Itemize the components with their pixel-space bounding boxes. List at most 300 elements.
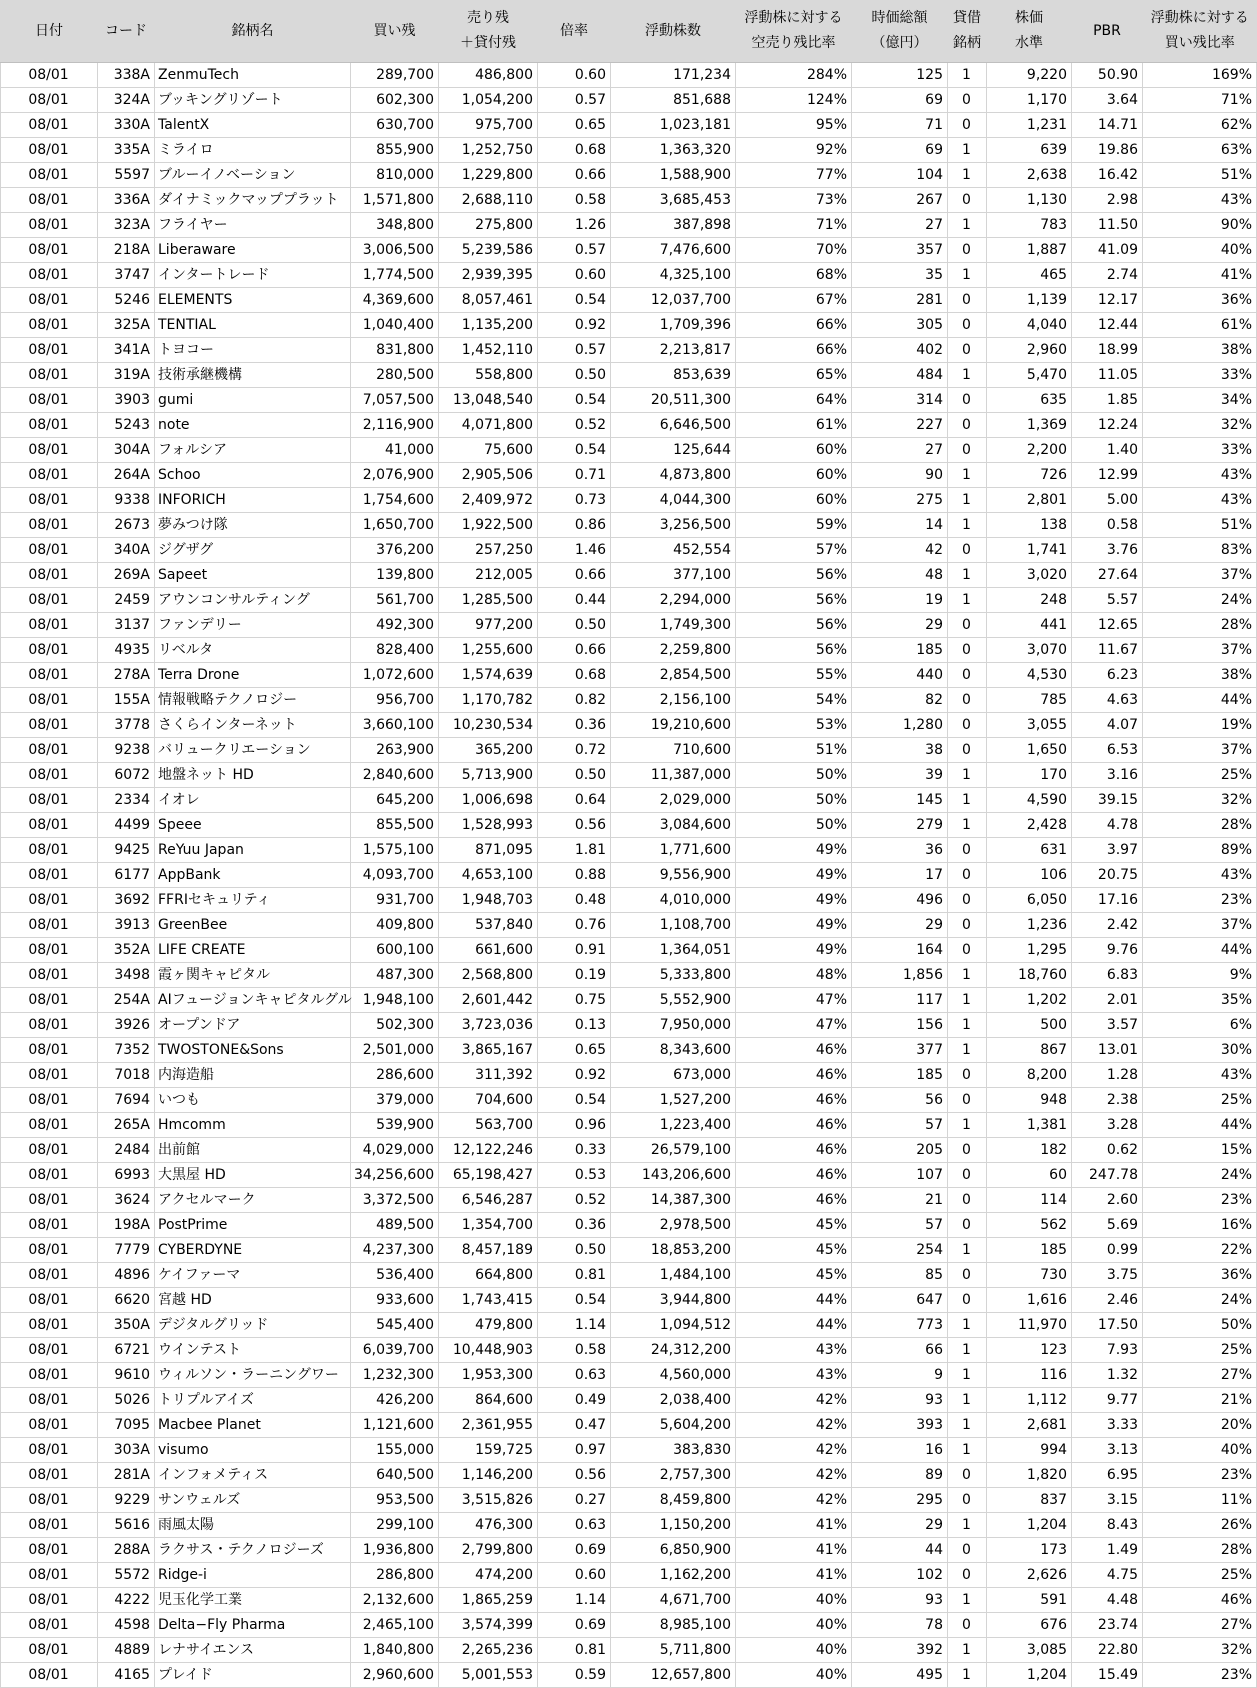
cell-buy-float-ratio: 34% (1143, 388, 1257, 413)
table-row[interactable] (1, 1013, 1257, 1038)
table-row[interactable] (1, 1288, 1257, 1313)
cell-short-float-ratio: 43% (736, 1363, 852, 1388)
cell-sell-balance: 558,800 (439, 363, 538, 388)
cell-ratio: 1.14 (538, 1588, 611, 1613)
cell-name: ラクサス・テクノロジーズ (155, 1538, 351, 1563)
table-row[interactable] (1, 1138, 1257, 1163)
cell-price: 1,887 (987, 238, 1072, 263)
cell-margin-eligible: 0 (948, 238, 987, 263)
header-market-cap-line: （億円） (871, 35, 928, 51)
table-row[interactable] (1, 813, 1257, 838)
cell-date: 08/01 (1, 1538, 98, 1563)
cell-buy-balance: 1,232,300 (351, 1363, 439, 1388)
cell-date: 08/01 (1, 113, 98, 138)
cell-short-float-ratio: 42% (736, 1488, 852, 1513)
cell-code: 6072 (98, 763, 155, 788)
cell-date: 08/01 (1, 1263, 98, 1288)
header-float-shares[interactable] (611, 0, 736, 63)
cell-market-cap: 69 (852, 88, 948, 113)
table-row[interactable] (1, 138, 1257, 163)
cell-sell-balance: 1,252,750 (439, 138, 538, 163)
table-row[interactable] (1, 1663, 1257, 1688)
cell-float-shares: 3,256,500 (611, 513, 736, 538)
cell-sell-balance: 13,048,540 (439, 388, 538, 413)
cell-float-shares: 1,162,200 (611, 1563, 736, 1588)
cell-sell-balance: 275,800 (439, 213, 538, 238)
cell-ratio: 0.56 (538, 1463, 611, 1488)
cell-buy-balance: 34,256,600 (351, 1163, 439, 1188)
cell-pbr: 7.93 (1072, 1338, 1143, 1363)
table-row[interactable] (1, 763, 1257, 788)
table-row[interactable] (1, 213, 1257, 238)
cell-ratio: 0.68 (538, 663, 611, 688)
header-buy-float-ratio[interactable] (1143, 0, 1257, 63)
cell-float-shares: 2,156,100 (611, 688, 736, 713)
cell-float-shares: 11,387,000 (611, 763, 736, 788)
cell-pbr: 6.23 (1072, 663, 1143, 688)
cell-buy-float-ratio: 32% (1143, 788, 1257, 813)
table-row[interactable] (1, 1513, 1257, 1538)
cell-price: 1,202 (987, 988, 1072, 1013)
cell-buy-balance: 855,900 (351, 138, 439, 163)
table-row[interactable] (1, 413, 1257, 438)
table-row[interactable] (1, 863, 1257, 888)
cell-float-shares: 4,671,700 (611, 1588, 736, 1613)
cell-name: GreenBee (155, 913, 351, 938)
table-row[interactable] (1, 613, 1257, 638)
cell-date: 08/01 (1, 88, 98, 113)
cell-float-shares: 2,259,800 (611, 638, 736, 663)
cell-name: ZenmuTech (155, 63, 351, 88)
cell-name: ファンデリー (155, 613, 351, 638)
table-row[interactable] (1, 363, 1257, 388)
cell-name: リベルタ (155, 638, 351, 663)
header-pbr[interactable] (1072, 0, 1143, 63)
cell-ratio: 0.50 (538, 763, 611, 788)
cell-buy-float-ratio: 16% (1143, 1213, 1257, 1238)
cell-name: Macbee Planet (155, 1413, 351, 1438)
table-row[interactable] (1, 838, 1257, 863)
cell-buy-float-ratio: 36% (1143, 288, 1257, 313)
table-row[interactable] (1, 1613, 1257, 1638)
cell-buy-float-ratio: 27% (1143, 1613, 1257, 1638)
cell-pbr: 19.86 (1072, 138, 1143, 163)
cell-date: 08/01 (1, 1213, 98, 1238)
cell-market-cap: 93 (852, 1388, 948, 1413)
cell-price: 248 (987, 588, 1072, 613)
table-row[interactable] (1, 963, 1257, 988)
table-row[interactable] (1, 1263, 1257, 1288)
table-row[interactable] (1, 1438, 1257, 1463)
cell-market-cap: 36 (852, 838, 948, 863)
cell-market-cap: 48 (852, 563, 948, 588)
cell-ratio: 0.66 (538, 563, 611, 588)
table-row[interactable] (1, 463, 1257, 488)
table-row[interactable] (1, 1563, 1257, 1588)
cell-name: ReYuu Japan (155, 838, 351, 863)
cell-buy-balance: 489,500 (351, 1213, 439, 1238)
cell-float-shares: 673,000 (611, 1063, 736, 1088)
cell-date: 08/01 (1, 213, 98, 238)
cell-buy-float-ratio: 32% (1143, 1638, 1257, 1663)
cell-buy-float-ratio: 25% (1143, 763, 1257, 788)
cell-float-shares: 4,560,000 (611, 1363, 736, 1388)
cell-sell-balance: 159,725 (439, 1438, 538, 1463)
cell-buy-balance: 2,465,100 (351, 1613, 439, 1638)
header-margin-eligible[interactable] (948, 0, 987, 63)
cell-sell-balance: 1,146,200 (439, 1463, 538, 1488)
table-row[interactable] (1, 1588, 1257, 1613)
table-row[interactable] (1, 1213, 1257, 1238)
cell-name: AIフュージョンキャピタルグル (155, 988, 351, 1013)
cell-float-shares: 12,657,800 (611, 1663, 736, 1688)
header-price[interactable] (987, 0, 1072, 63)
cell-ratio: 0.54 (538, 388, 611, 413)
cell-market-cap: 125 (852, 63, 948, 88)
cell-short-float-ratio: 42% (736, 1438, 852, 1463)
cell-short-float-ratio: 46% (736, 1113, 852, 1138)
cell-margin-eligible: 0 (948, 338, 987, 363)
table-row[interactable] (1, 988, 1257, 1013)
header-code[interactable] (98, 0, 155, 63)
cell-short-float-ratio: 45% (736, 1263, 852, 1288)
cell-sell-balance: 975,700 (439, 113, 538, 138)
table-row[interactable] (1, 1413, 1257, 1438)
table-row[interactable] (1, 588, 1257, 613)
cell-float-shares: 2,757,300 (611, 1463, 736, 1488)
cell-price: 465 (987, 263, 1072, 288)
cell-ratio: 0.49 (538, 1388, 611, 1413)
cell-ratio: 0.88 (538, 863, 611, 888)
cell-code: 303A (98, 1438, 155, 1463)
cell-short-float-ratio: 48% (736, 963, 852, 988)
cell-code: 304A (98, 438, 155, 463)
cell-sell-balance: 2,568,800 (439, 963, 538, 988)
cell-price: 1,369 (987, 413, 1072, 438)
table-row[interactable] (1, 263, 1257, 288)
cell-market-cap: 93 (852, 1588, 948, 1613)
cell-market-cap: 773 (852, 1313, 948, 1338)
cell-float-shares: 143,206,600 (611, 1163, 736, 1188)
cell-float-shares: 6,646,500 (611, 413, 736, 438)
cell-date: 08/01 (1, 263, 98, 288)
cell-market-cap: 104 (852, 163, 948, 188)
table-row[interactable] (1, 688, 1257, 713)
cell-market-cap: 279 (852, 813, 948, 838)
cell-float-shares: 7,476,600 (611, 238, 736, 263)
table-row[interactable] (1, 913, 1257, 938)
cell-pbr: 3.76 (1072, 538, 1143, 563)
table-row[interactable] (1, 713, 1257, 738)
header-ratio-line: 倍率 (560, 22, 588, 39)
cell-date: 08/01 (1, 1438, 98, 1463)
cell-code: 336A (98, 188, 155, 213)
cell-sell-balance: 257,250 (439, 538, 538, 563)
cell-code: 324A (98, 88, 155, 113)
table-row[interactable] (1, 1463, 1257, 1488)
cell-buy-balance: 1,840,800 (351, 1638, 439, 1663)
cell-price: 3,070 (987, 638, 1072, 663)
cell-date: 08/01 (1, 1063, 98, 1088)
cell-ratio: 0.65 (538, 113, 611, 138)
cell-price: 994 (987, 1438, 1072, 1463)
cell-name: 大黒屋 HD (155, 1163, 351, 1188)
cell-buy-float-ratio: 27% (1143, 1363, 1257, 1388)
table-row[interactable] (1, 188, 1257, 213)
cell-float-shares: 853,639 (611, 363, 736, 388)
table-row[interactable] (1, 238, 1257, 263)
cell-market-cap: 29 (852, 1513, 948, 1538)
cell-margin-eligible: 0 (948, 1163, 987, 1188)
cell-margin-eligible: 1 (948, 1388, 987, 1413)
cell-ratio: 0.69 (538, 1538, 611, 1563)
cell-market-cap: 227 (852, 413, 948, 438)
cell-code: 3137 (98, 613, 155, 638)
cell-market-cap: 156 (852, 1013, 948, 1038)
cell-ratio: 0.54 (538, 1088, 611, 1113)
header-buy-balance-line: 買い残 (373, 22, 416, 39)
table-row[interactable] (1, 1063, 1257, 1088)
cell-short-float-ratio: 64% (736, 388, 852, 413)
cell-code: 265A (98, 1113, 155, 1138)
cell-buy-balance: 289,700 (351, 63, 439, 88)
cell-price: 2,681 (987, 1413, 1072, 1438)
header-short-float-ratio[interactable] (736, 0, 852, 63)
cell-short-float-ratio: 54% (736, 688, 852, 713)
table-row[interactable] (1, 1363, 1257, 1388)
cell-buy-float-ratio: 20% (1143, 1413, 1257, 1438)
cell-ratio: 0.60 (538, 63, 611, 88)
cell-float-shares: 1,023,181 (611, 113, 736, 138)
cell-pbr: 6.95 (1072, 1463, 1143, 1488)
cell-buy-float-ratio: 33% (1143, 363, 1257, 388)
cell-ratio: 0.58 (538, 1338, 611, 1363)
cell-name: TWOSTONE&Sons (155, 1038, 351, 1063)
cell-code: 3747 (98, 263, 155, 288)
cell-market-cap: 90 (852, 463, 948, 488)
cell-code: 5597 (98, 163, 155, 188)
cell-pbr: 6.53 (1072, 738, 1143, 763)
cell-buy-balance: 630,700 (351, 113, 439, 138)
table-row[interactable] (1, 1338, 1257, 1363)
table-row[interactable] (1, 1113, 1257, 1138)
cell-float-shares: 5,711,800 (611, 1638, 736, 1663)
cell-pbr: 5.69 (1072, 1213, 1143, 1238)
cell-name: いつも (155, 1088, 351, 1113)
cell-float-shares: 8,985,100 (611, 1613, 736, 1638)
cell-ratio: 0.56 (538, 813, 611, 838)
cell-pbr: 3.13 (1072, 1438, 1143, 1463)
table-row[interactable] (1, 163, 1257, 188)
table-row[interactable] (1, 1313, 1257, 1338)
cell-buy-float-ratio: 61% (1143, 313, 1257, 338)
cell-price: 1,139 (987, 288, 1072, 313)
table-row[interactable] (1, 788, 1257, 813)
table-row[interactable] (1, 1488, 1257, 1513)
cell-short-float-ratio: 56% (736, 613, 852, 638)
cell-margin-eligible: 1 (948, 513, 987, 538)
table-row[interactable] (1, 638, 1257, 663)
table-row[interactable] (1, 1088, 1257, 1113)
cell-buy-float-ratio: 33% (1143, 438, 1257, 463)
cell-margin-eligible: 0 (948, 188, 987, 213)
cell-price: 4,040 (987, 313, 1072, 338)
table-row[interactable] (1, 113, 1257, 138)
cell-market-cap: 647 (852, 1288, 948, 1313)
table-row[interactable] (1, 938, 1257, 963)
cell-sell-balance: 1,953,300 (439, 1363, 538, 1388)
cell-code: 4935 (98, 638, 155, 663)
cell-pbr: 13.01 (1072, 1038, 1143, 1063)
header-buy-float-ratio-line: 浮動株に対する (1150, 10, 1249, 26)
table-row[interactable] (1, 438, 1257, 463)
cell-sell-balance: 3,515,826 (439, 1488, 538, 1513)
cell-name: ウィルソン・ラーニングワー (155, 1363, 351, 1388)
cell-price: 11,970 (987, 1313, 1072, 1338)
cell-float-shares: 19,210,600 (611, 713, 736, 738)
cell-code: 218A (98, 238, 155, 263)
cell-name: INFORICH (155, 488, 351, 513)
cell-buy-balance: 956,700 (351, 688, 439, 713)
table-row[interactable] (1, 1238, 1257, 1263)
table-row[interactable] (1, 1038, 1257, 1063)
table-row[interactable] (1, 313, 1257, 338)
cell-short-float-ratio: 46% (736, 1038, 852, 1063)
cell-code: 7018 (98, 1063, 155, 1088)
header-name[interactable] (155, 0, 351, 63)
cell-price: 785 (987, 688, 1072, 713)
cell-name: FFRIセキュリティ (155, 888, 351, 913)
table-row[interactable] (1, 338, 1257, 363)
cell-float-shares: 1,363,320 (611, 138, 736, 163)
cell-sell-balance: 977,200 (439, 613, 538, 638)
cell-market-cap: 484 (852, 363, 948, 388)
cell-buy-float-ratio: 36% (1143, 1263, 1257, 1288)
cell-sell-balance: 1,135,200 (439, 313, 538, 338)
cell-price: 2,626 (987, 1563, 1072, 1588)
cell-market-cap: 107 (852, 1163, 948, 1188)
cell-margin-eligible: 0 (948, 863, 987, 888)
header-ratio[interactable] (538, 0, 611, 63)
cell-sell-balance: 8,457,189 (439, 1238, 538, 1263)
table-row[interactable] (1, 1188, 1257, 1213)
cell-market-cap: 39 (852, 763, 948, 788)
cell-pbr: 12.17 (1072, 288, 1143, 313)
cell-date: 08/01 (1, 913, 98, 938)
cell-buy-float-ratio: 22% (1143, 1238, 1257, 1263)
cell-market-cap: 496 (852, 888, 948, 913)
cell-code: 9229 (98, 1488, 155, 1513)
cell-name: さくらインターネット (155, 713, 351, 738)
cell-buy-balance: 4,237,300 (351, 1238, 439, 1263)
table-row[interactable] (1, 288, 1257, 313)
cell-margin-eligible: 0 (948, 438, 987, 463)
cell-market-cap: 495 (852, 1663, 948, 1688)
cell-date: 08/01 (1, 1288, 98, 1313)
cell-buy-float-ratio: 50% (1143, 1313, 1257, 1338)
cell-price: 730 (987, 1263, 1072, 1288)
header-sell-balance[interactable] (439, 0, 538, 63)
cell-short-float-ratio: 45% (736, 1238, 852, 1263)
cell-margin-eligible: 1 (948, 963, 987, 988)
cell-pbr: 3.97 (1072, 838, 1143, 863)
table-row[interactable] (1, 513, 1257, 538)
cell-ratio: 0.86 (538, 513, 611, 538)
cell-buy-balance: 3,372,500 (351, 1188, 439, 1213)
table-row[interactable] (1, 538, 1257, 563)
cell-price: 1,231 (987, 113, 1072, 138)
table-row[interactable] (1, 888, 1257, 913)
cell-short-float-ratio: 284% (736, 63, 852, 88)
cell-buy-float-ratio: 23% (1143, 1188, 1257, 1213)
cell-name: TalentX (155, 113, 351, 138)
cell-code: 5026 (98, 1388, 155, 1413)
cell-code: 3903 (98, 388, 155, 413)
table-row[interactable] (1, 1538, 1257, 1563)
cell-buy-float-ratio: 40% (1143, 1438, 1257, 1463)
cell-market-cap: 102 (852, 1563, 948, 1588)
table-row[interactable] (1, 663, 1257, 688)
table-row[interactable] (1, 1638, 1257, 1663)
cell-name: AppBank (155, 863, 351, 888)
table-row[interactable] (1, 388, 1257, 413)
cell-price: 116 (987, 1363, 1072, 1388)
header-market-cap[interactable] (852, 0, 948, 63)
cell-margin-eligible: 0 (948, 688, 987, 713)
table-row[interactable] (1, 738, 1257, 763)
cell-date: 08/01 (1, 463, 98, 488)
cell-price: 1,170 (987, 88, 1072, 113)
cell-pbr: 1.40 (1072, 438, 1143, 463)
cell-name: TENTIAL (155, 313, 351, 338)
cell-short-float-ratio: 41% (736, 1513, 852, 1538)
cell-market-cap: 57 (852, 1113, 948, 1138)
table-row[interactable] (1, 563, 1257, 588)
header-date-line: 日付 (35, 22, 63, 39)
table-row[interactable] (1, 63, 1257, 88)
cell-date: 08/01 (1, 188, 98, 213)
cell-margin-eligible: 1 (948, 138, 987, 163)
cell-pbr: 41.09 (1072, 238, 1143, 263)
cell-buy-float-ratio: 169% (1143, 63, 1257, 88)
cell-margin-eligible: 0 (948, 113, 987, 138)
table-row[interactable] (1, 488, 1257, 513)
cell-date: 08/01 (1, 1388, 98, 1413)
cell-float-shares: 452,554 (611, 538, 736, 563)
cell-pbr: 12.65 (1072, 613, 1143, 638)
cell-buy-float-ratio: 51% (1143, 513, 1257, 538)
table-row[interactable] (1, 1388, 1257, 1413)
cell-pbr: 4.63 (1072, 688, 1143, 713)
table-row[interactable] (1, 88, 1257, 113)
cell-short-float-ratio: 46% (736, 1188, 852, 1213)
cell-float-shares: 3,944,800 (611, 1288, 736, 1313)
cell-name: visumo (155, 1438, 351, 1463)
cell-code: 288A (98, 1538, 155, 1563)
table-row[interactable] (1, 1163, 1257, 1188)
header-code-line: コード (105, 22, 147, 39)
cell-margin-eligible: 1 (948, 988, 987, 1013)
cell-sell-balance: 1,948,703 (439, 888, 538, 913)
cell-float-shares: 5,604,200 (611, 1413, 736, 1438)
header-date[interactable] (1, 0, 98, 63)
cell-short-float-ratio: 77% (736, 163, 852, 188)
cell-market-cap: 35 (852, 263, 948, 288)
header-buy-balance[interactable] (351, 0, 439, 63)
cell-sell-balance: 704,600 (439, 1088, 538, 1113)
cell-code: 3498 (98, 963, 155, 988)
cell-pbr: 9.76 (1072, 938, 1143, 963)
